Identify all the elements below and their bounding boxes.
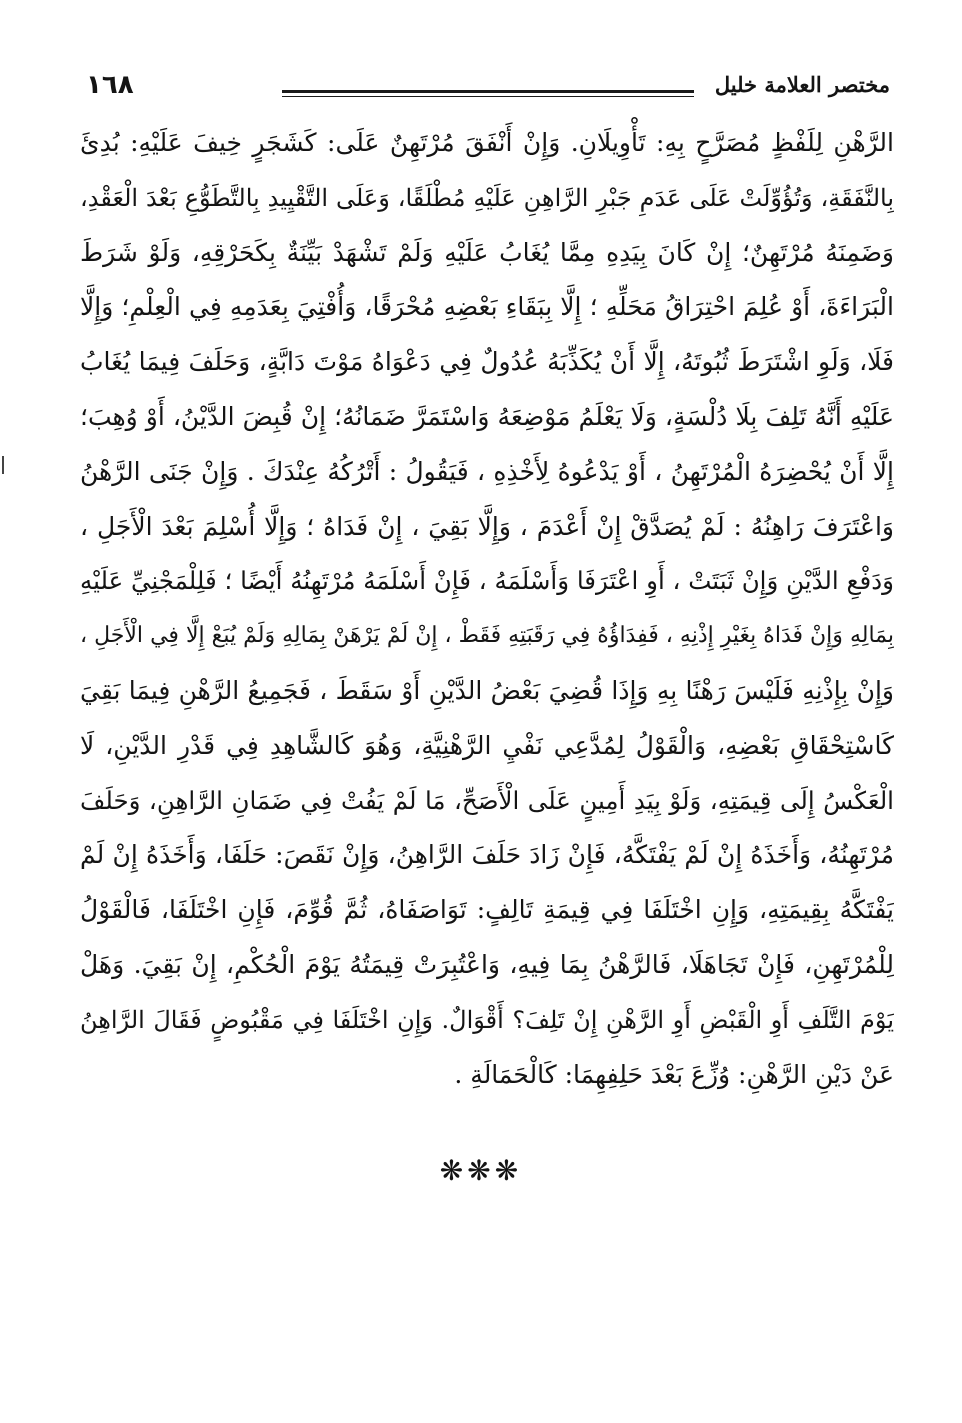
text-line: كَاسْتِحْقَاقِ بَعْضِهِ، وَالْقَوْلُ لِمُدَّعِي نَفْيِ الرَّهْنِيَّةِ، وَهُوَ كَالشَّاهِدِ فِي قَدْرِ الدَّيْنِ، لَا	[80, 730, 894, 760]
scan-margin-mark	[2, 456, 4, 474]
text-line: لِلْمُرْتَهِنِ، فَإِنْ تَجَاهَلَا، فَالرَّهْنُ بِمَا فِيهِ، وَاعْتُبِرَتْ قِيمَتُهُ يَوْمَ الْحُكْمِ، إِنْ بَقِيَ. وَهَلْ	[80, 949, 894, 979]
header-rule-thin	[282, 96, 694, 97]
text-line: يَفْتَكَّهُ بِقِيمَتِهِ، وَإِنِ اخْتَلَفَا فِي قِيمَةِ تَالِفٍ: تَوَاصَفَاهُ، ثُمَّ قُوِّمَ، فَإِنِ اخْتَلَفَا، فَالْقَوْلُ	[80, 895, 894, 925]
text-line: الْبَرَاءَةَ، أَوْ عُلِمَ احْتِرَاقُ مَحَلِّهِ ؛ إِلَّا بِبَقَاءِ بَعْضِهِ مُحْرَقًا، وَأُفْتِيَ بِعَدَمِهِ فِي الْعِلْمِ؛ وَإِلَّا	[80, 292, 894, 322]
text-line: عَلَيْهِ أَنَّهُ تَلِفَ بِلَا دُلْسَةٍ، وَلَا يَعْلَمُ مَوْضِعَهُ وَاسْتَمَرَّ ضَمَانُهُ؛ إِنْ قُبِضَ الدَّيْنُ، أَوْ وُهِبَ؛	[80, 401, 894, 431]
header-rule-thick	[282, 90, 694, 93]
text-line: الْعَكْسُ إِلَى قِيمَتِهِ، وَلَوْ بِيَدِ أَمِينٍ عَلَى الْأَصَحِّ، مَا لَمْ يَفُتْ فِي ضَمَانِ الرَّاهِنِ، وَحَلَفَ	[80, 785, 894, 815]
text-line-last: عَنْ دَيْنِ الرَّهْنِ: وُزِّعَ بَعْدَ حَلِفِهِمَا: كَالْحَمَالَةِ .	[454, 1059, 894, 1089]
section-separator: ❋❋❋	[439, 1154, 523, 1187]
text-line: بِالنَّفَقَةِ، وَتُؤُوِّلَتْ عَلَى عَدَمِ جَبْرِ الرَّاهِنِ عَلَيْهِ مُطْلَقًا، وَعَلَى التَّقْيِيدِ بِالتَّطَوُّعِ بَعْدَ الْعَقْدِ،	[80, 183, 894, 212]
text-line: إِلَّا أَنْ يُحْضِرَهُ الْمُرْتَهِنُ ، أَوْ يَدْعُوهُ لِأَخْذِهِ ، فَيَقُولُ : أَتْرُكُهُ عِنْدَكَ . وَإِنْ جَنَى الرَّهْنُ	[80, 456, 894, 486]
text-line: الرَّهْنِ لِلَفْظٍ مُصَرَّحٍ بِهِ: تَأْوِيلَانِ. وَإِنْ أَنْفَقَ مُرْتَهِنٌ عَلَى: كَشَجَرٍ خِيفَ عَلَيْهِ: بُدِئَ	[80, 128, 894, 157]
text-line: وَإِنْ بِإِذْنِهِ فَلَيْسَ رَهْنًا بِهِ وَإِذَا قُضِيَ بَعْضُ الدَّيْنِ أَوْ سَقَطَ ، فَجَمِيعُ الرَّهْنِ فِيمَا بَقِيَ	[80, 675, 894, 705]
body-text	[80, 116, 894, 1102]
text-line: يَوْمَ التَّلَفِ أَوِ الْقَبْضِ أَوِ الرَّهْنِ إِنْ تَلِفَ؟ أَقْوَالٌ. وَإِنِ اخْتَلَفَا فِي مَقْبُوضٍ فَقَالَ الرَّاهِنُ	[80, 1005, 894, 1034]
running-title: مختصر العلامة خليل	[714, 72, 890, 97]
text-line: وَدَفْعِ الدَّيْنِ وَإِنْ ثَبَتَتْ ، أَوِ اعْتَرَفَا وَأَسْلَمَهُ ، فَإِنْ أَسْلَمَهُ مُرْتَهِنُهُ أَيْضًا ؛ فَلِلْمَجْنِيِّ عَلَيْهِ	[80, 566, 894, 596]
text-line: وَضَمِنَهُ مُرْتَهِنٌ؛ إِنْ كَانَ بِيَدِهِ مِمَّا يُغَابُ عَلَيْهِ وَلَمْ تَشْهَدْ بَيِّنَةٌ بِكَحَرْقِهِ، وَلَوْ شَرَطَ	[80, 237, 894, 267]
text-line: فَلَا، وَلَوِ اشْتَرَطَ ثُبُوتَهُ، إِلَّا أَنْ يُكَذِّبَهُ عُدُولٌ فِي دَعْوَاهُ مَوْتَ دَابَّةٍ، وَحَلَفَ فِيمَا يُغَابُ	[80, 347, 894, 377]
page-number: ١٦٨	[86, 70, 134, 100]
text-line: مُرْتَهِنُهُ، وَأَخَذَهُ إِنْ لَمْ يَفْتَكَّهُ، فَإِنْ زَادَ حَلَفَ الرَّاهِنُ، وَإِنْ نَقَصَ: حَلَفَا، وَأَخَذَهُ إِنْ لَمْ	[80, 840, 894, 870]
page-header	[82, 64, 890, 112]
text-line: وَاعْتَرَفَ رَاهِنُهُ : لَمْ يُصَدَّقْ إِنْ أَعْدَمَ ، وَإِلَّا بَقِيَ ، إِنْ فَدَاهُ ؛ وَإِلَّا أُسْلِمَ بَعْدَ الْأَجَلِ ،	[80, 511, 894, 541]
text-line: بِمَالِهِ وَإِنْ فَدَاهُ بِغَيْرِ إِذْنِهِ ، فَفِدَاؤُهُ فِي رَقَبَتِهِ فَقَطْ ، إِنْ لَمْ يَرْهَنْ بِمَالِهِ وَلَمْ يُبَعْ إِلَّا فِي الْأَجَلِ ،	[80, 623, 894, 649]
